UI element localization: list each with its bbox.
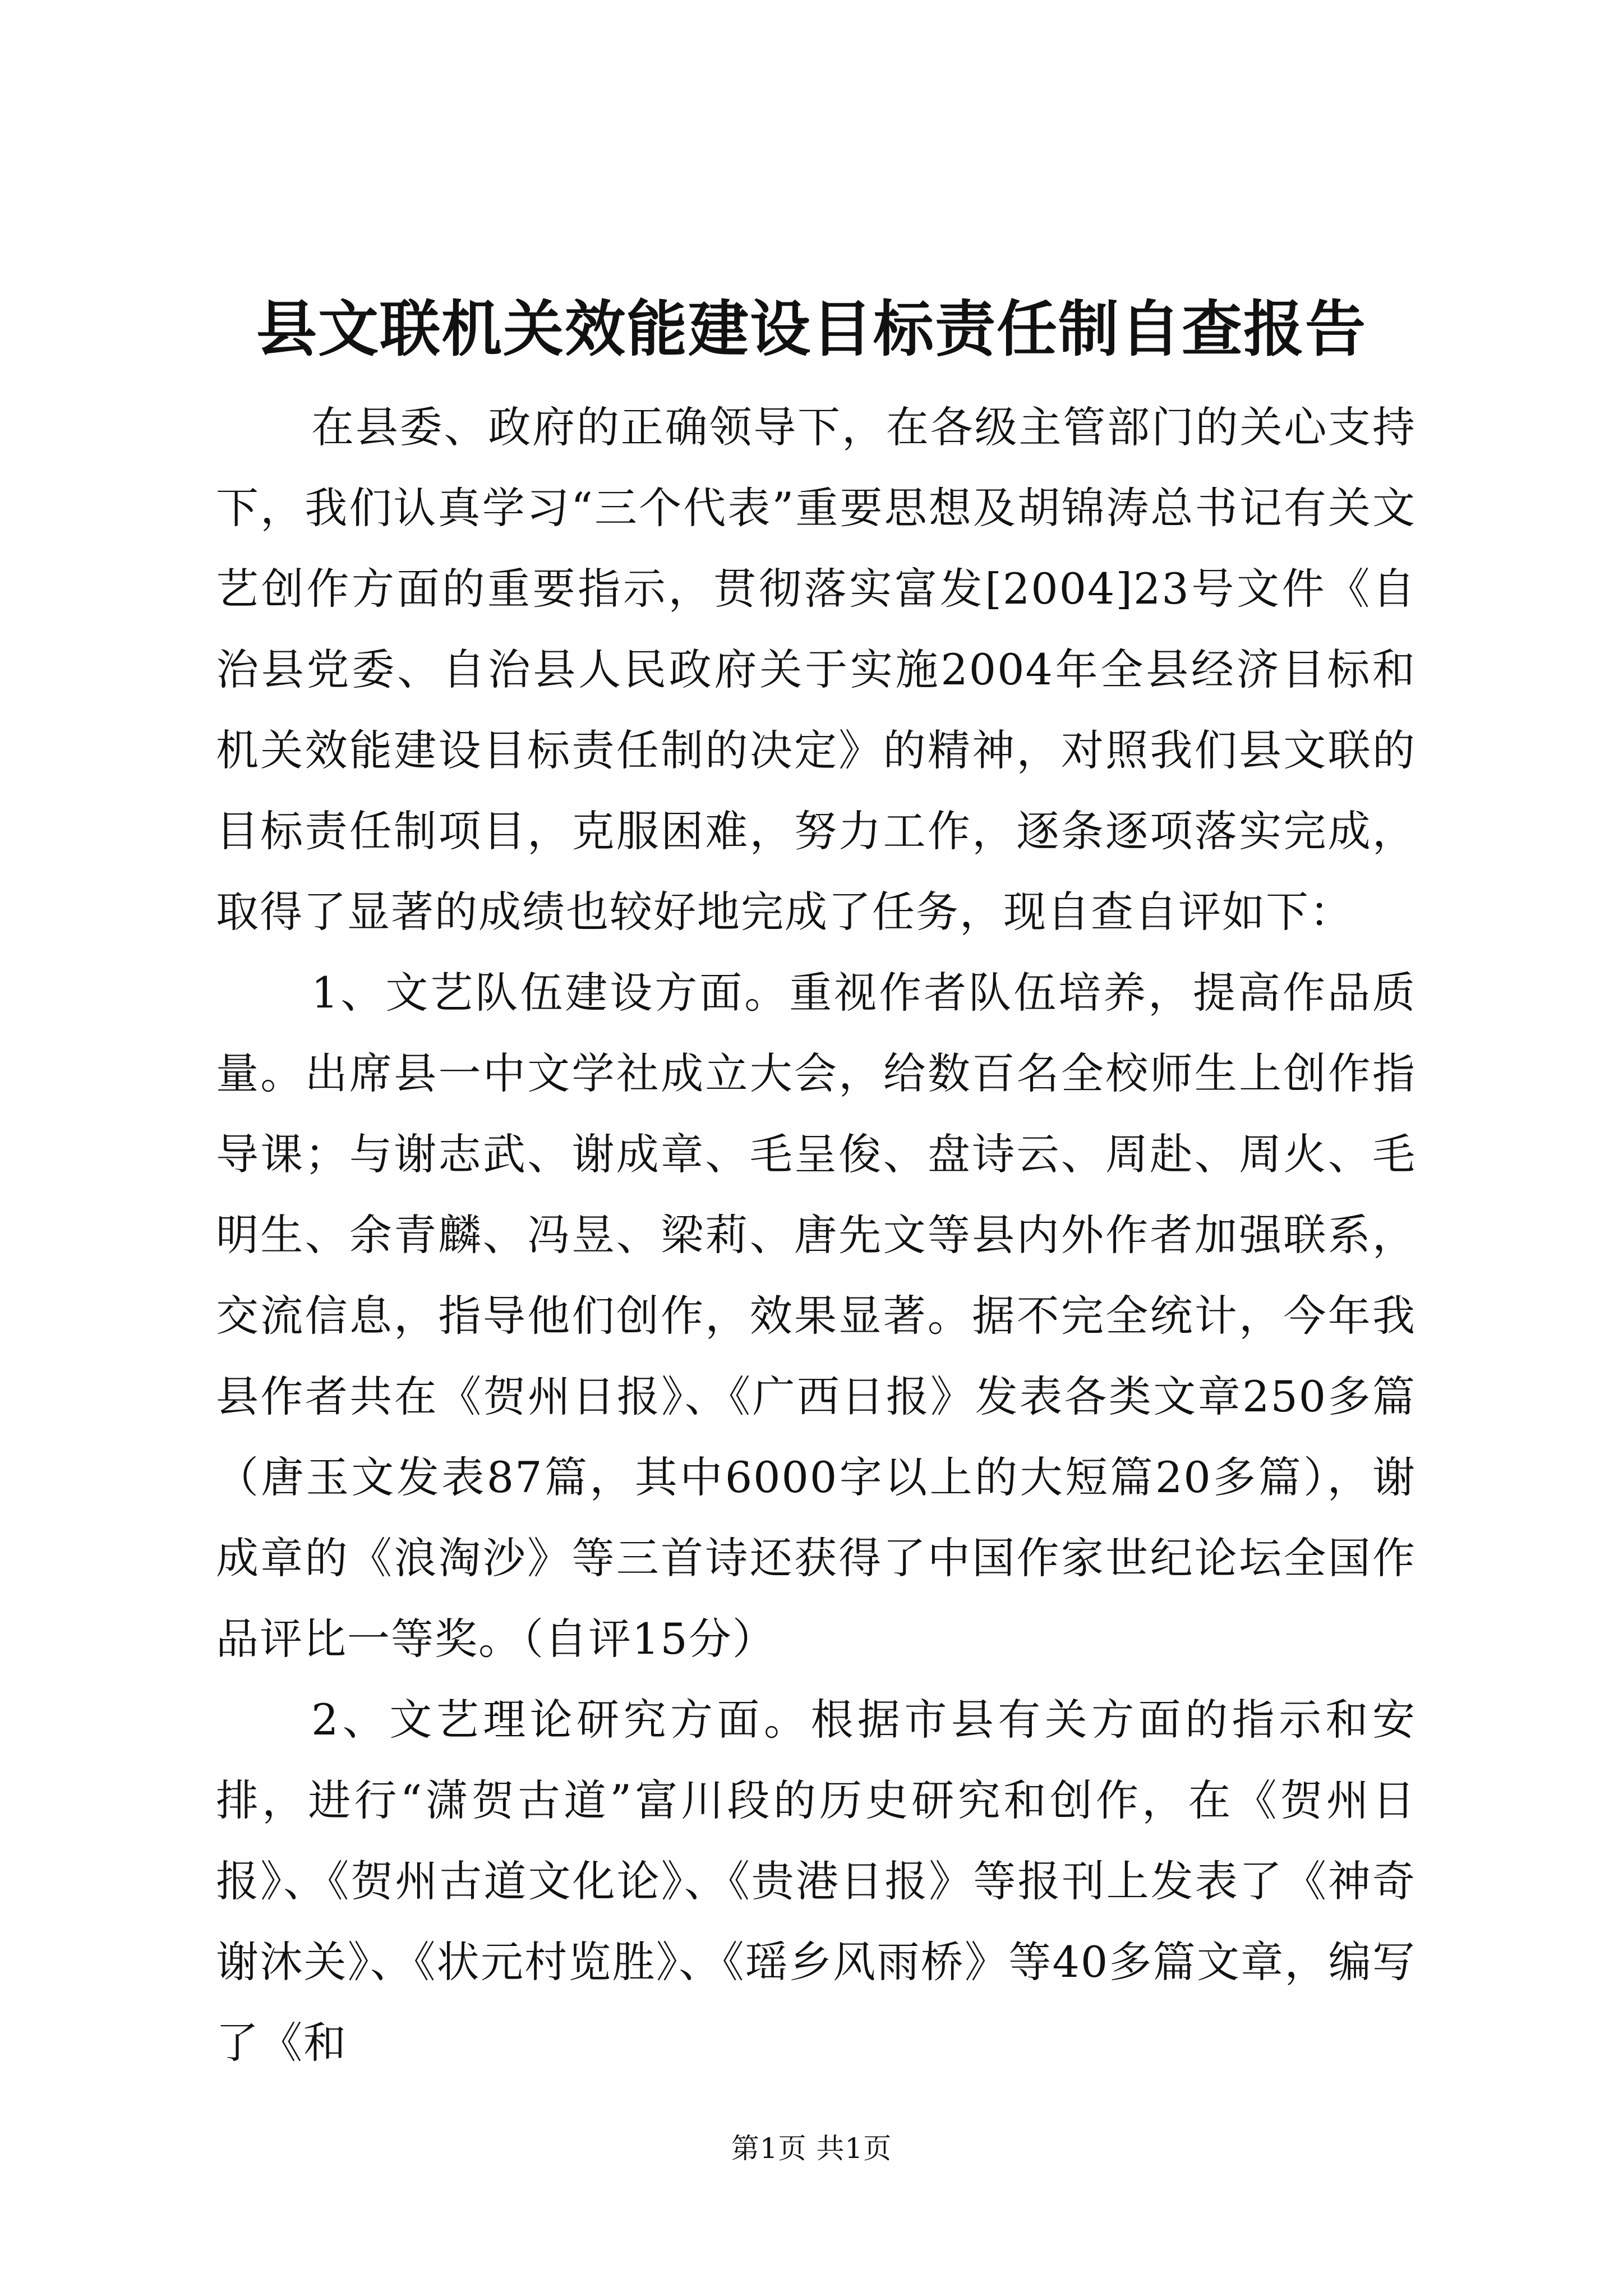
page-number-footer: 第1页 共1页	[731, 2132, 892, 2165]
paragraph-intro: 在县委、政府的正确领导下，在各级主管部门的关心支持下，我们认真学习“三个代表”重要思想及胡锦涛总书记有关文艺创作方面的重要指示，贯彻落实富发[2004]23号文件《自治县党委、自治县人民政府关于实施2004年全县经济目标和机关效能建设目标责任制的决定》的精神，对照我们县文联的目标责任制项目，克服困难，努力工作，逐条逐项落实完成，取得了显著的成绩也较好地完成了任务，现自查自评如下：	[216, 402, 1416, 937]
document-body	[216, 387, 1416, 2083]
document-title: 县文联机关效能建设目标责任制自查报告	[256, 294, 1367, 365]
paragraph-team-building: 1、文艺队伍建设方面。重视作者队伍培养，提高作品质量。出席县一中文学社成立大会，给数百名全校师生上创作指导课；与谢志武、谢成章、毛呈俊、盘诗云、周赴、周火、毛明生、余青麟、冯昱、梁莉、唐先文等县内外作者加强联系，交流信息，指导他们创作，效果显著。据不完全统计，今年我县作者共在《贺州日报》、《广西日报》发表各类文章250多篇（唐玉文发表87篇，其中6000字以上的大短篇20多篇），谢成章的《浪淘沙》等三首诗还获得了中国作家世纪论坛全国作品评比一等奖。（自评15分）	[216, 968, 1416, 1664]
paragraph-theory-research: 2、文艺理论研究方面。根据市县有关方面的指示和安排，进行“潇贺古道”富川段的历史研究和创作，在《贺州日报》、《贺州古道文化论》、《贵港日报》等报刊上发表了《神奇谢沐关》、《状元村览胜》、《瑶乡风雨桥》等40多篇文章，编写了《和	[216, 1695, 1416, 2068]
